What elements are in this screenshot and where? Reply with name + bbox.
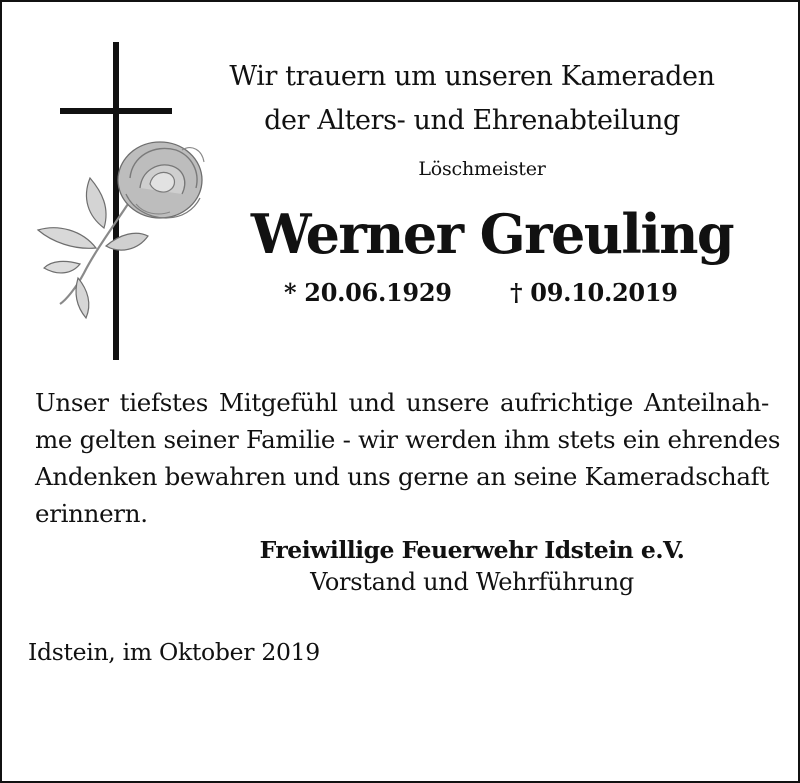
condolence-line: Unser tiefstes Mitgefühl und unsere aufrichtige Anteilnah- [35,388,769,417]
intro-line-2: der Alters- und Ehrenabteilung [264,105,680,136]
condolence-line: Andenken bewahren und uns gerne an seine Kameradschaft [35,462,769,491]
organization-subtitle: Vorstand und Wehrführung [310,568,634,596]
rank-title: Löschmeister [418,158,546,180]
cross-with-rose-icon [32,38,212,368]
death-date: † 09.10.2019 [510,278,678,307]
deceased-name: Werner Greuling [250,202,734,266]
organization-name: Freiwillige Feuerwehr Idstein e.V. [259,536,685,564]
birth-date: * 20.06.1929 [284,278,452,307]
condolence-text [35,384,781,532]
condolence-line: me gelten seiner Familie - wir werden ihm stets ein ehrendes [35,425,781,454]
place-and-date: Idstein, im Oktober 2019 [28,638,320,666]
condolence-line: erinnern. [35,499,148,528]
intro-line-1: Wir trauern um unseren Kameraden [229,61,715,92]
